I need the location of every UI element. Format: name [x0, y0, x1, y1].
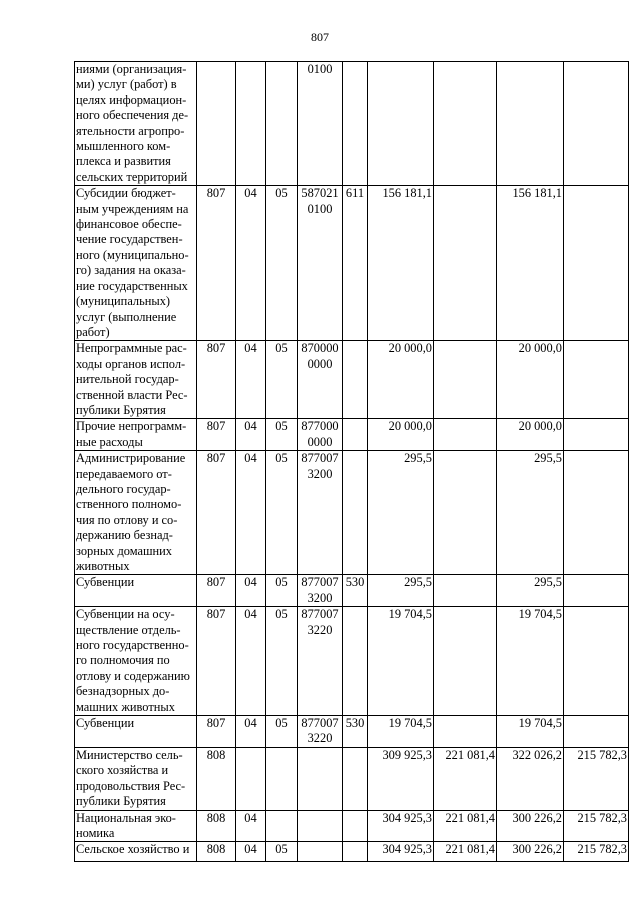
cell-name-line: Администрирование: [76, 451, 186, 466]
cell-name-line: ные расходы: [76, 434, 143, 449]
table-row: [75, 747, 629, 810]
cell-name-line: го) задания на оказа-: [76, 263, 186, 278]
cell-target-article: [298, 842, 343, 862]
cell-name-line: дельного государ-: [76, 481, 171, 496]
cell-name: [75, 341, 197, 419]
table-body: [75, 62, 629, 862]
cell-amount-2: 221 081,4: [434, 842, 497, 862]
table-row: [75, 62, 629, 186]
cell-name-line: ского хозяйства и: [76, 763, 169, 778]
cell-target-article: [298, 747, 343, 810]
cell-target-article: [298, 810, 343, 842]
table-row: [75, 451, 629, 575]
cell-expense-type: [343, 62, 368, 186]
cell-subsection: 05: [266, 419, 298, 451]
cell-subsection: 05: [266, 451, 298, 575]
cell-name-line: чение государствен-: [76, 232, 183, 247]
cell-name: [75, 186, 197, 341]
cell-target-article-line: 0100: [307, 62, 333, 76]
table-row: [75, 810, 629, 842]
cell-expense-type: [343, 810, 368, 842]
cell-amount-2: [434, 451, 497, 575]
cell-amount-3: 19 704,5: [497, 716, 564, 748]
cell-ved: 808: [197, 810, 236, 842]
cell-target-article-line: 870000: [301, 341, 339, 356]
cell-amount-1: [368, 62, 434, 186]
cell-name-line: ятельности агропро-: [76, 123, 185, 138]
cell-ved: 807: [197, 575, 236, 607]
cell-amount-1: 309 925,3: [368, 747, 434, 810]
cell-target-article: [298, 341, 343, 419]
cell-target-article: [298, 607, 343, 716]
cell-name-line: целях информацион-: [76, 92, 187, 107]
cell-expense-type: [343, 747, 368, 810]
cell-name-line: го полномочия по: [76, 653, 170, 668]
cell-target-article: [298, 451, 343, 575]
cell-target-article: [298, 62, 343, 186]
cell-target-article: [298, 575, 343, 607]
cell-ved: 807: [197, 419, 236, 451]
cell-amount-1: 19 704,5: [368, 607, 434, 716]
cell-subsection: 05: [266, 716, 298, 748]
cell-section: [236, 747, 266, 810]
cell-name-line: зорных домашних: [76, 543, 172, 558]
cell-amount-3: 300 226,2: [497, 842, 564, 862]
cell-ved: 808: [197, 842, 236, 862]
cell-amount-2: 221 081,4: [434, 747, 497, 810]
cell-target-article: [298, 186, 343, 341]
cell-name-line: ственного полномо-: [76, 497, 182, 512]
cell-amount-3: 322 026,2: [497, 747, 564, 810]
cell-name-line: Сельское хозяйство и: [76, 842, 190, 857]
cell-amount-4: [564, 575, 629, 607]
cell-target-article-line: 877007: [301, 451, 339, 466]
cell-name-line: ходы органов испол-: [76, 356, 186, 371]
cell-expense-type: [343, 419, 368, 451]
cell-name-line: отлову и содержанию: [76, 668, 190, 683]
cell-target-article-line: 3200: [307, 590, 333, 605]
cell-amount-4: [564, 186, 629, 341]
cell-expense-type: 530: [343, 575, 368, 607]
cell-target-article-line: 877007: [301, 575, 339, 590]
cell-amount-4: [564, 607, 629, 716]
table-row: [75, 575, 629, 607]
cell-target-article-line: 877007: [301, 716, 339, 731]
cell-name-line: Прочие непрограмм-: [76, 419, 187, 434]
cell-amount-1: 295,5: [368, 451, 434, 575]
cell-section: 04: [236, 810, 266, 842]
cell-name-line: Субсидии бюджет-: [76, 186, 176, 201]
cell-amount-2: [434, 575, 497, 607]
cell-amount-3: 20 000,0: [497, 341, 564, 419]
cell-amount-4: [564, 716, 629, 748]
cell-name-line: Министерство сель-: [76, 747, 183, 762]
cell-amount-2: [434, 62, 497, 186]
cell-amount-2: 221 081,4: [434, 810, 497, 842]
cell-amount-2: [434, 607, 497, 716]
cell-amount-4: 215 782,3: [564, 842, 629, 862]
cell-expense-type: [343, 607, 368, 716]
cell-name-line: Непрограммные рас-: [76, 341, 187, 356]
cell-name-line: держанию безнад-: [76, 528, 173, 543]
cell-amount-4: [564, 341, 629, 419]
cell-amount-3: 20 000,0: [497, 419, 564, 451]
cell-amount-4: 215 782,3: [564, 747, 629, 810]
cell-section: 04: [236, 575, 266, 607]
cell-section: 04: [236, 341, 266, 419]
table-row: [75, 842, 629, 862]
cell-subsection: [266, 747, 298, 810]
cell-name-line: ществление отдель-: [76, 622, 181, 637]
cell-target-article-line: 3200: [307, 466, 333, 481]
cell-amount-4: 215 782,3: [564, 810, 629, 842]
cell-expense-type: 611: [343, 186, 368, 341]
cell-amount-3: 19 704,5: [497, 607, 564, 716]
cell-name-line: машних животных: [76, 699, 175, 714]
cell-name-line: ного государственно-: [76, 638, 189, 653]
cell-name: [75, 842, 197, 862]
cell-subsection: 05: [266, 186, 298, 341]
cell-name-line: публики Бурятия: [76, 794, 166, 809]
page-number: 807: [311, 30, 329, 44]
cell-section: [236, 62, 266, 186]
cell-amount-2: [434, 419, 497, 451]
cell-name: [75, 575, 197, 607]
cell-name: [75, 747, 197, 810]
cell-expense-type: [343, 341, 368, 419]
cell-section: 04: [236, 607, 266, 716]
cell-name-line: публики Бурятия: [76, 402, 166, 417]
budget-table: [74, 61, 629, 862]
cell-name-line: Национальная эко-: [76, 810, 176, 825]
cell-target-article-line: 3220: [307, 622, 333, 637]
cell-amount-3: 156 181,1: [497, 186, 564, 341]
cell-name-line: плекса и развития: [76, 154, 171, 169]
cell-amount-1: 295,5: [368, 575, 434, 607]
cell-amount-1: 156 181,1: [368, 186, 434, 341]
table-row: [75, 341, 629, 419]
cell-amount-4: [564, 62, 629, 186]
cell-section: 04: [236, 842, 266, 862]
cell-expense-type: 530: [343, 716, 368, 748]
cell-name: [75, 62, 197, 186]
cell-name-line: финансовое обеспе-: [76, 217, 182, 232]
cell-name: [75, 810, 197, 842]
cell-name: [75, 419, 197, 451]
cell-name-line: животных: [76, 559, 130, 573]
table-row: [75, 419, 629, 451]
cell-amount-3: 300 226,2: [497, 810, 564, 842]
cell-name-line: безнадзорных до-: [76, 684, 170, 699]
cell-name-line: ственной власти Рес-: [76, 387, 188, 402]
cell-name-line: мышленного ком-: [76, 139, 171, 154]
cell-name-line: передаваемого от-: [76, 466, 172, 481]
cell-name-line: чия по отлову и со-: [76, 512, 178, 527]
cell-name-line: продовольствия Рес-: [76, 778, 186, 793]
cell-amount-1: 304 925,3: [368, 810, 434, 842]
cell-target-article-line: 877007: [301, 607, 339, 622]
cell-name-line: ного обеспечения де-: [76, 108, 189, 123]
cell-amount-1: 304 925,3: [368, 842, 434, 862]
cell-expense-type: [343, 451, 368, 575]
cell-amount-3: 295,5: [497, 575, 564, 607]
cell-name-line: ми) услуг (работ) в: [76, 77, 177, 92]
table-row: [75, 716, 629, 748]
cell-amount-2: [434, 341, 497, 419]
cell-ved: 807: [197, 341, 236, 419]
cell-amount-1: 20 000,0: [368, 419, 434, 451]
cell-section: 04: [236, 419, 266, 451]
cell-name: [75, 607, 197, 716]
cell-name: [75, 716, 197, 748]
cell-target-article: [298, 716, 343, 748]
cell-name-line: Субвенции: [76, 716, 135, 731]
cell-subsection: 05: [266, 341, 298, 419]
cell-name: [75, 451, 197, 575]
cell-name-line: (муниципальных): [76, 294, 171, 309]
cell-target-article-line: 587021: [301, 186, 339, 201]
cell-subsection: 05: [266, 842, 298, 862]
cell-amount-3: [497, 62, 564, 186]
cell-subsection: [266, 810, 298, 842]
cell-name-line: ным учреждениям на: [76, 201, 189, 216]
cell-amount-4: [564, 419, 629, 451]
cell-amount-3: 295,5: [497, 451, 564, 575]
cell-amount-2: [434, 186, 497, 341]
cell-expense-type: [343, 842, 368, 862]
cell-name-line: ние государственных: [76, 278, 188, 293]
cell-name-line: услуг (выполнение: [76, 309, 177, 324]
cell-name-line: сельских территорий: [76, 169, 188, 184]
cell-name-line: работ): [76, 324, 110, 339]
cell-name-line: нительной государ-: [76, 372, 179, 387]
cell-section: 04: [236, 716, 266, 748]
cell-amount-4: [564, 451, 629, 575]
cell-name-line: ного (муниципально-: [76, 247, 189, 262]
cell-ved: 807: [197, 186, 236, 341]
cell-section: 04: [236, 186, 266, 341]
cell-subsection: [266, 62, 298, 186]
cell-target-article: [298, 419, 343, 451]
cell-ved: 808: [197, 747, 236, 810]
cell-name-line: Субвенции: [76, 575, 135, 590]
cell-target-article-line: 0100: [307, 201, 333, 216]
cell-amount-1: 19 704,5: [368, 716, 434, 748]
cell-subsection: 05: [266, 607, 298, 716]
table-row: [75, 607, 629, 716]
cell-amount-2: [434, 716, 497, 748]
cell-section: 04: [236, 451, 266, 575]
cell-ved: 807: [197, 607, 236, 716]
cell-target-article-line: 877000: [301, 419, 339, 434]
table-row: [75, 186, 629, 341]
cell-name-line: Субвенции на осу-: [76, 607, 175, 622]
cell-ved: [197, 62, 236, 186]
cell-target-article-line: 0000: [307, 356, 333, 371]
cell-target-article-line: 3220: [307, 731, 333, 746]
cell-ved: 807: [197, 716, 236, 748]
cell-name-line: ниями (организация-: [76, 62, 187, 76]
cell-amount-1: 20 000,0: [368, 341, 434, 419]
cell-name-line: номика: [76, 825, 115, 840]
cell-target-article-line: 0000: [307, 434, 333, 449]
cell-subsection: 05: [266, 575, 298, 607]
cell-ved: 807: [197, 451, 236, 575]
